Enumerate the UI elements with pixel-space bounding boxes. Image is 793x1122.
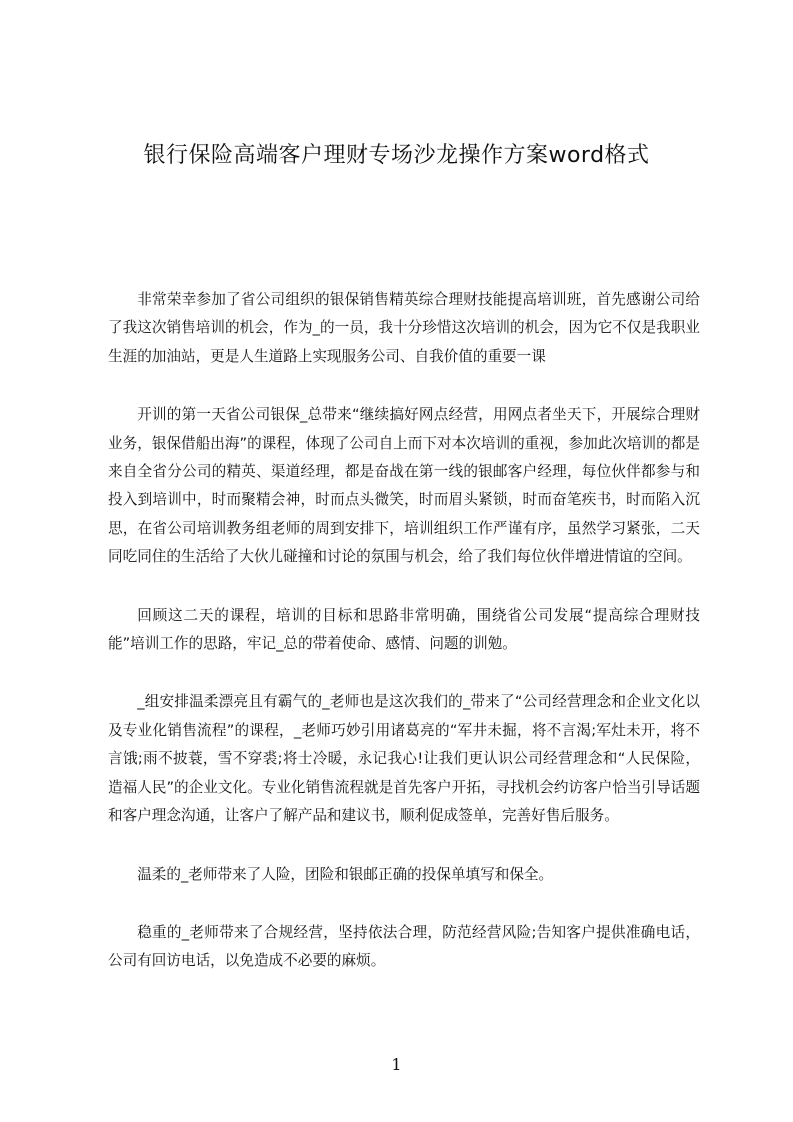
document-body — [108, 286, 700, 1006]
paragraph-5: 温柔的_老师带来了人险，团险和银邮正确的投保单填写和保全。 — [137, 865, 554, 883]
page-title: 银行保险高端客户理财专场沙龙操作方案word格式 — [143, 143, 650, 168]
paragraph-3: 回顾这二天的课程，培训的目标和思路非常明确，围绕省公司发展“提高综合理财技能”培训工作的思路，牢记_总的带着使命、感情、问题的训勉。 — [108, 606, 700, 653]
paragraph-6: 稳重的_老师带来了合规经营，坚持依法合理，防范经营风险;告知客户提供准确电话，公司有回访电话，以免造成不必要的麻烦。 — [108, 923, 700, 970]
paragraph-4: _组安排温柔漂亮且有霸气的_老师也是这次我们的_带来了“公司经营理念和企业文化以及专业化销售流程”的课程，_老师巧妙引用诸葛亮的“军井未掘，将不言渴;军灶未开，将不言饿;雨不披蓑，雪不穿裘;将士冷暖，永记我心!让我们更认识公司经营理念和“人民保险，造福人民”的企业文化。专业化销售流程就是首先客户开拓，寻找机会约访客户恰当引导话题和客户理念沟通，让客户了解产品和建议书，顺利促成签单，完善好售后服务。 — [108, 693, 700, 825]
paragraph-2: 开训的第一天省公司银保_总带来“继续搞好网点经营，用网点者坐天下，开展综合理财业务，银保借船出海”的课程，体现了公司自上而下对本次培训的重视，参加此次培训的都是来自全省分公司的精英、渠道经理，都是奋战在第一线的银邮客户经理，每位伙伴都参与和投入到培训中，时而聚精会神，时而点头微笑，时而眉头紧锁，时而奋笔疾书，时而陷入沉思，在省公司培训教务组老师的周到安排下，培训组织工作严谨有序，虽然学习紧张，二天同吃同住的生活给了大伙儿碰撞和讨论的氛围与机会，给了我们每位伙伴增进情谊的空间。 — [108, 406, 700, 566]
page-number: 1 — [391, 1055, 402, 1074]
paragraph-1: 非常荣幸参加了省公司组织的银保销售精英综合理财技能提高培训班，首先感谢公司给了我这次销售培训的机会，作为_的一员，我十分珍惜这次培训的机会，因为它不仅是我职业生涯的加油站，更是人生道路上实现服务公司、自我价值的重要一课 — [108, 291, 700, 365]
